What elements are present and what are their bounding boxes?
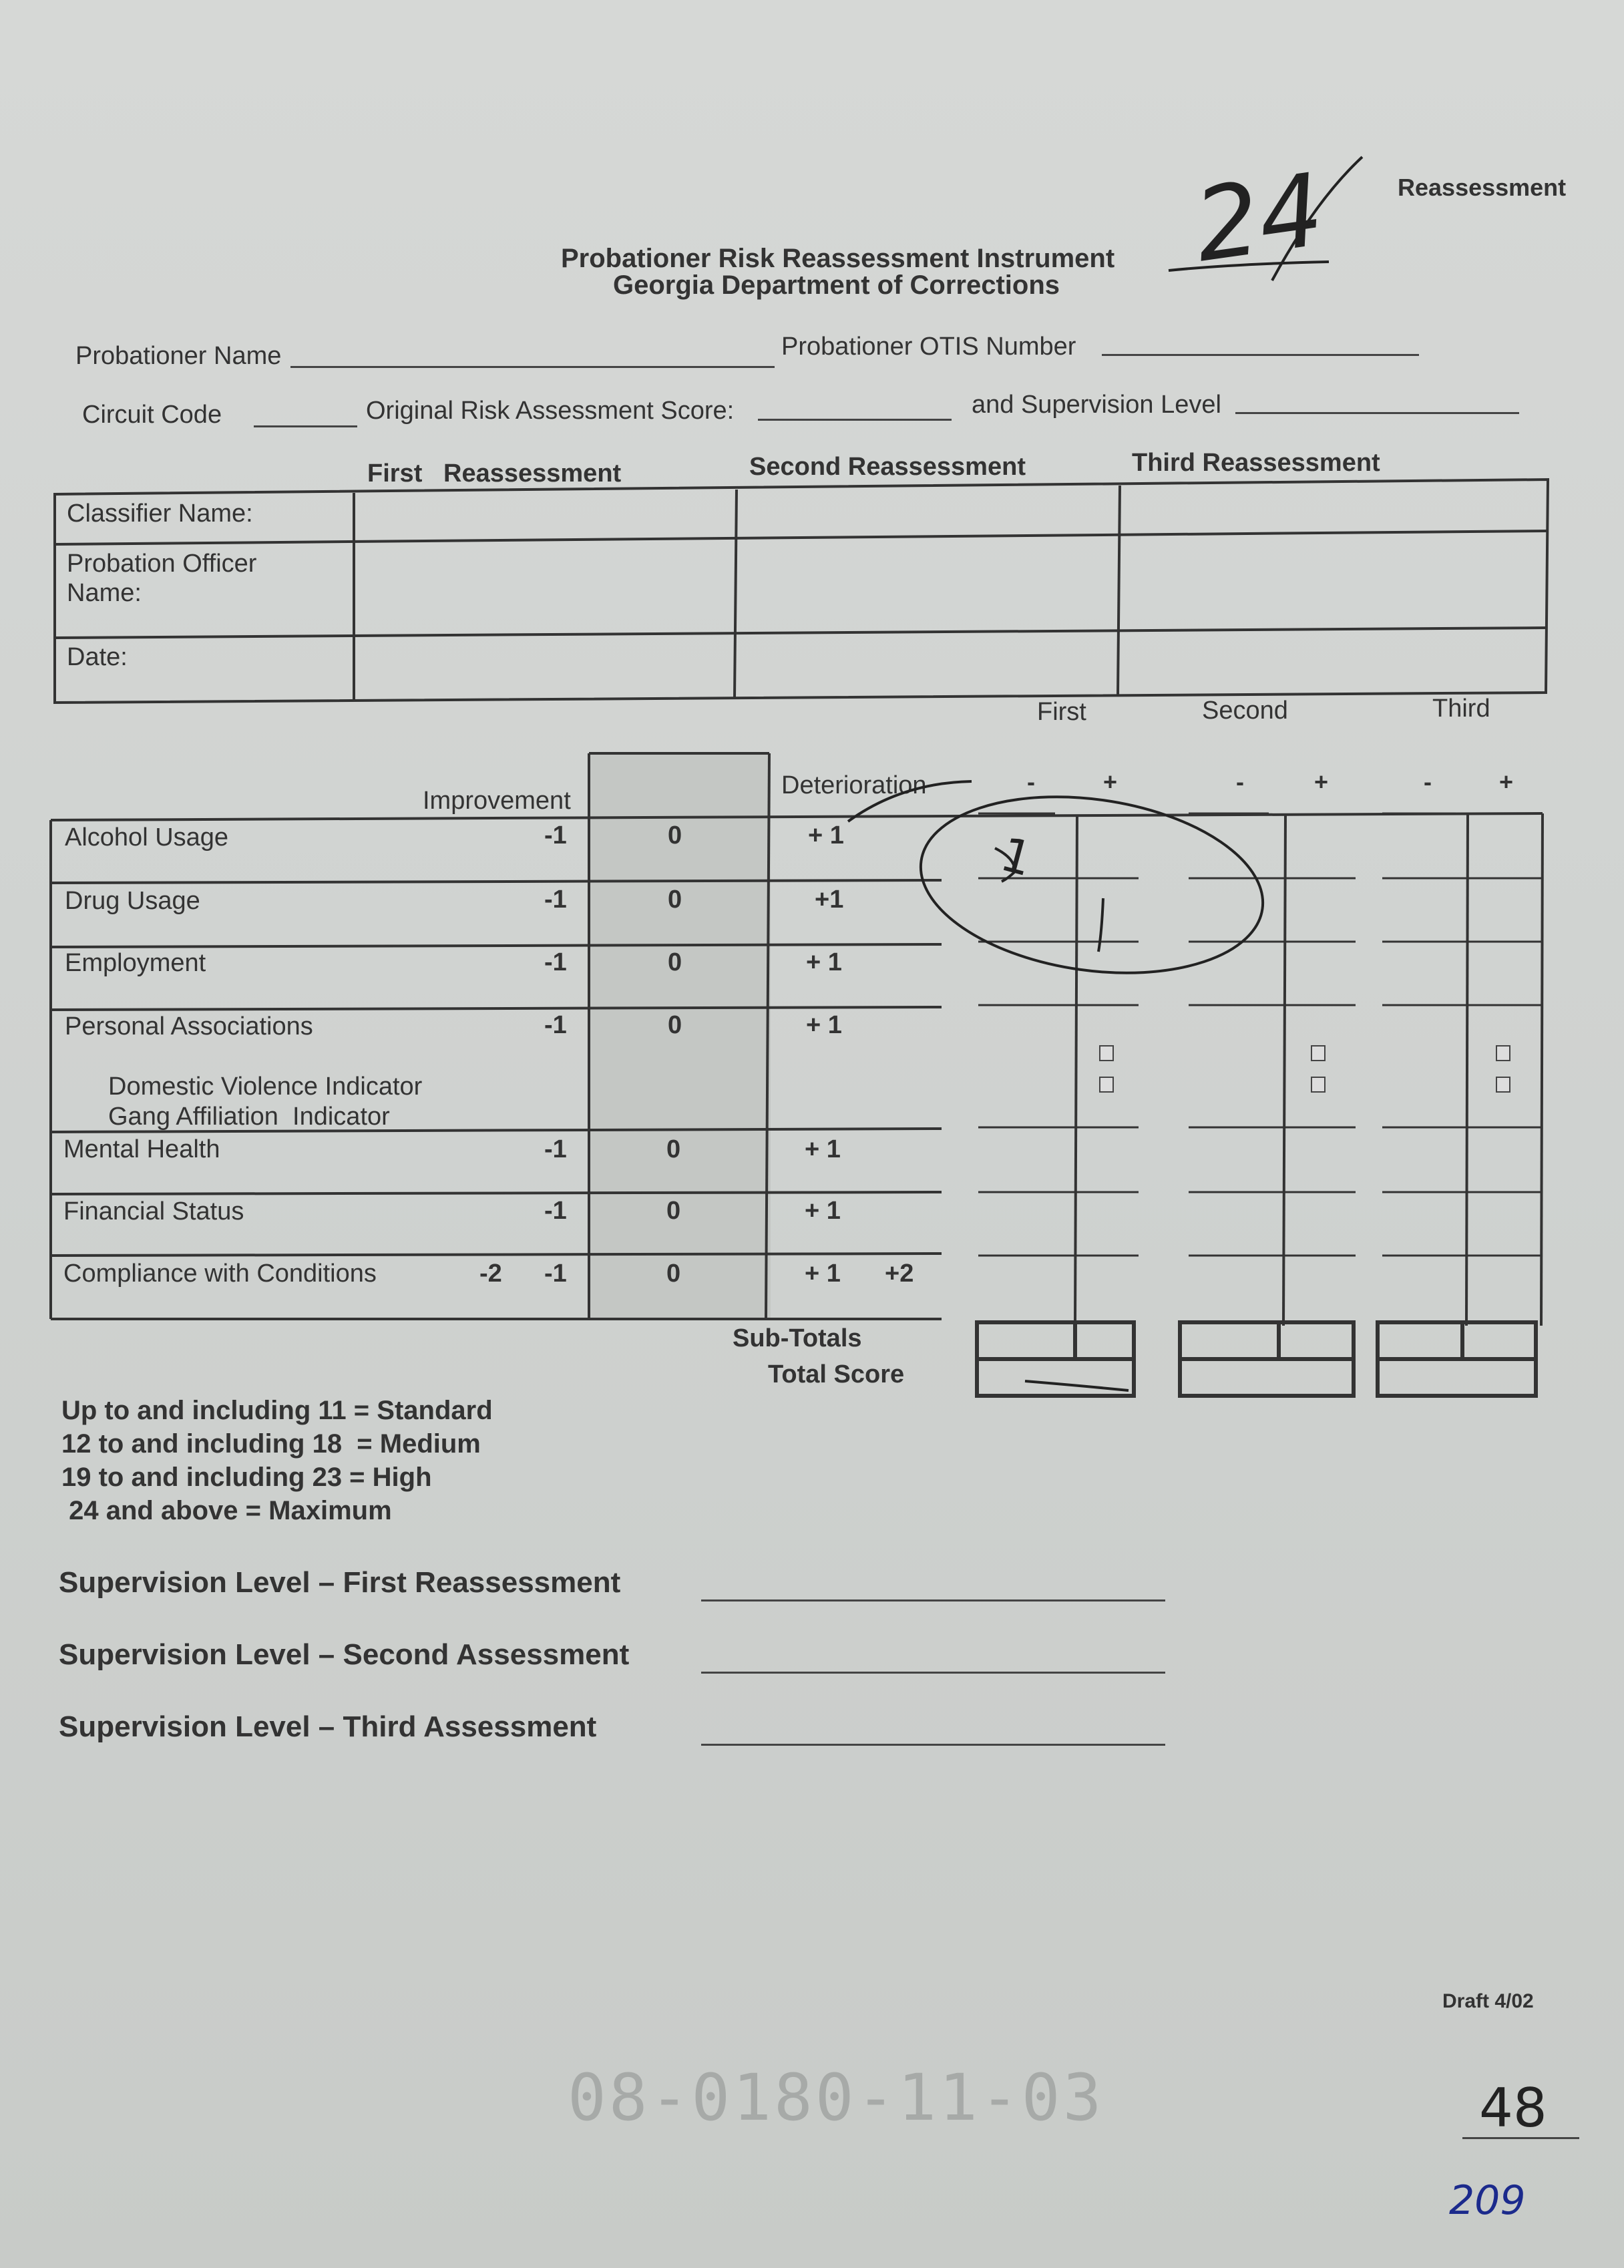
- supervision-first-label: Supervision Level – First Reassessment: [59, 1566, 621, 1599]
- second-gang-checkbox[interactable]: [1311, 1077, 1326, 1093]
- scale-medium: 12 to and including 18 = Medium: [61, 1429, 481, 1459]
- third-dv-checkbox[interactable]: [1496, 1045, 1510, 1061]
- second-plus-header: +: [1314, 768, 1329, 795]
- employment-deterioration: + 1: [806, 948, 842, 976]
- second-column-label: Second: [1202, 697, 1288, 725]
- employment-no-change: 0: [668, 948, 682, 976]
- supervision-first-field[interactable]: [701, 1599, 1165, 1601]
- associations-deterioration: + 1: [806, 1011, 842, 1039]
- probationer-name-label: Probationer Name: [75, 342, 282, 370]
- deterioration-header: Deterioration: [781, 771, 927, 799]
- alcohol-deterioration: + 1: [808, 821, 844, 849]
- row-drug-usage: Drug Usage: [65, 887, 200, 915]
- associations-improvement: -1: [544, 1011, 567, 1039]
- exhibit-number: 48: [1479, 2077, 1547, 2139]
- domestic-violence-indicator: Domestic Violence Indicator: [108, 1073, 423, 1101]
- third-reassessment-header: Third Reassessment: [1132, 449, 1380, 477]
- supervision-second-field[interactable]: [701, 1672, 1165, 1674]
- exhibit-line: [1462, 2137, 1579, 2139]
- row-personal-associations: Personal Associations: [65, 1012, 313, 1041]
- second-dv-checkbox[interactable]: [1311, 1045, 1326, 1061]
- third-column-label: Third: [1432, 695, 1490, 723]
- classifier-name-label: Classifier Name:: [67, 500, 253, 528]
- compliance-no-change: 0: [666, 1260, 681, 1288]
- probation-officer-name-label: Probation Officer Name:: [67, 550, 257, 607]
- page-number: 209: [1449, 2177, 1526, 2224]
- employment-improvement: -1: [544, 948, 567, 976]
- handwritten-score: 24: [1187, 152, 1331, 285]
- mental-no-change: 0: [666, 1135, 681, 1163]
- mental-improvement: -1: [544, 1135, 567, 1163]
- row-alcohol-usage: Alcohol Usage: [65, 823, 229, 852]
- first-gang-checkbox[interactable]: [1099, 1077, 1114, 1093]
- compliance-improvement-extra: -2: [479, 1260, 502, 1288]
- row-mental-health: Mental Health: [63, 1135, 220, 1163]
- supervision-third-label: Supervision Level – Third Assessment: [59, 1710, 597, 1743]
- second-minus-header: -: [1236, 768, 1244, 795]
- draft-label: Draft 4/02: [1442, 1990, 1534, 2012]
- otis-number-label: Probationer OTIS Number: [781, 333, 1076, 361]
- drug-no-change: 0: [668, 886, 682, 914]
- third-plus-header: +: [1499, 768, 1514, 795]
- form-title: Probationer Risk Reassessment Instrument: [561, 244, 1115, 273]
- handwritten-alcohol-mark: 1: [995, 826, 1038, 888]
- scale-maximum: 24 and above = Maximum: [61, 1496, 392, 1525]
- subtotals-label: Sub-Totals: [733, 1324, 862, 1352]
- handwritten-drug-mark: [1096, 892, 1127, 946]
- alcohol-improvement: -1: [544, 821, 567, 849]
- first-dv-checkbox[interactable]: [1099, 1045, 1114, 1061]
- reassessment-label: Reassessment: [1398, 174, 1567, 201]
- compliance-improvement: -1: [544, 1260, 567, 1288]
- alcohol-no-change: 0: [668, 821, 682, 849]
- associations-no-change: 0: [668, 1011, 682, 1039]
- financial-deterioration: + 1: [805, 1197, 841, 1225]
- third-minus-header: -: [1424, 768, 1432, 795]
- scale-high: 19 to and including 23 = High: [61, 1463, 432, 1492]
- second-reassessment-header: Second Reassessment: [749, 453, 1026, 481]
- compliance-deterioration: + 1: [805, 1260, 841, 1288]
- improvement-header: Improvement: [423, 787, 571, 815]
- row-employment: Employment: [65, 949, 206, 977]
- date-label: Date:: [67, 643, 128, 671]
- first-plus-header: +: [1103, 768, 1118, 795]
- drug-deterioration: +1: [815, 886, 844, 914]
- scale-standard: Up to and including 11 = Standard: [61, 1396, 493, 1425]
- mental-deterioration: + 1: [805, 1135, 841, 1163]
- gang-affiliation-indicator: Gang Affiliation Indicator: [108, 1103, 390, 1131]
- supervision-second-label: Supervision Level – Second Assessment: [59, 1638, 630, 1671]
- total-score-label: Total Score: [768, 1360, 905, 1388]
- third-gang-checkbox[interactable]: [1496, 1077, 1510, 1093]
- stamp-number: 08-0180-11-03: [568, 2060, 1104, 2135]
- supervision-level-label: and Supervision Level: [972, 391, 1221, 419]
- row-financial-status: Financial Status: [63, 1197, 244, 1225]
- financial-improvement: -1: [544, 1197, 567, 1225]
- supervision-third-field[interactable]: [701, 1744, 1165, 1746]
- row-compliance-with-conditions: Compliance with Conditions: [63, 1260, 377, 1288]
- first-reassessment-header: First Reassessment: [367, 459, 622, 488]
- financial-no-change: 0: [666, 1197, 681, 1225]
- drug-improvement: -1: [544, 886, 567, 914]
- form-subtitle: Georgia Department of Corrections: [613, 270, 1060, 300]
- first-minus-header: -: [1027, 768, 1035, 795]
- circuit-code-label: Circuit Code: [82, 401, 222, 429]
- compliance-deterioration-extra: +2: [885, 1260, 914, 1288]
- original-score-label: Original Risk Assessment Score:: [366, 397, 735, 425]
- first-column-label: First: [1037, 698, 1086, 726]
